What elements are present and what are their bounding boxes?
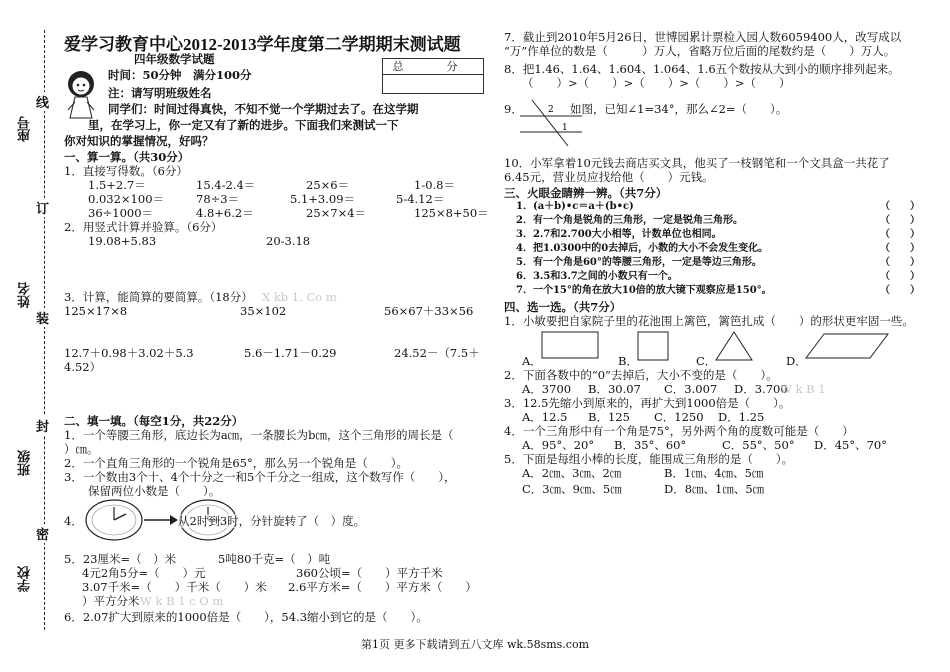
choice-option: A．3700 [522, 382, 572, 396]
angle-label-2: 2 [548, 105, 554, 115]
fill-8: 8．把1.46、1.64、1.604、1.064、1.6五个数按从大到小的顺序排列起来。 [504, 62, 900, 76]
field-seat-number: 座号 [18, 116, 33, 142]
fill-5-a: 5．23厘米=（ ）米 [64, 552, 177, 566]
choice-option: B．1㎝、4㎝、5㎝ [664, 466, 764, 480]
oral-calc: 1-0.8＝ [414, 178, 455, 192]
oral-calc: 5.1+3.09＝ [290, 192, 356, 206]
fill-4-text: 从2时到3时，分针旋转了（ ）度。 [178, 514, 366, 528]
judge-paren: （ ） [880, 271, 920, 282]
oral-calc: 125×8+50＝ [414, 206, 489, 220]
shape-options [540, 330, 900, 364]
triangle-shape [716, 332, 752, 360]
fill-10-cont: 6.45元，营业员应找给他（ ）元钱。 [504, 170, 714, 184]
calc-item: 5.6－1.71－0.29 [244, 346, 337, 360]
calc-item: 56×67＋33×56 [384, 304, 474, 318]
question-1-1: 1．直接写得数。（6分） [64, 164, 188, 178]
choice-5: 5．下面是每组小棒的长度，能围成三角形的是（ ）。 [504, 452, 794, 466]
oral-calc: 36÷1000＝ [88, 206, 154, 220]
oral-calc: 0.032×100＝ [88, 192, 165, 206]
judge-item: 1．(a＋b)•c＝a＋(b•c) [516, 201, 634, 212]
judge-paren: （ ） [880, 285, 920, 296]
field-class: 班级 [18, 450, 33, 476]
seal-word-mi: 密 [36, 524, 49, 543]
time-score: 时间：50分钟 满分100分 [108, 68, 252, 82]
fill-5-b: 5吨80千克=（ ）吨 [218, 552, 331, 566]
intro-line-1: 同学们：时间过得真快，不知不觉一个学期过去了。在这学期 [108, 102, 419, 116]
angle-label-1: 1 [562, 123, 568, 133]
cartoon-girl-icon [60, 66, 102, 120]
parallelogram-shape [806, 334, 888, 358]
score-label: 总 分 [383, 59, 483, 75]
rectangle-shape [542, 332, 598, 358]
score-box [382, 58, 484, 94]
fill-1-cont: ）㎝。 [64, 442, 99, 456]
choice-option: C．3.007 [664, 382, 718, 396]
choice-option: B．125 [588, 410, 630, 424]
field-school: 学校 [18, 566, 33, 592]
choice-3: 3．12.5先缩小到原来的，再扩大到1000倍是（ ）。 [504, 396, 791, 410]
seal-word-ding: 订 [36, 198, 49, 217]
fill-3-cont: 保留两位小数是（ ）。 [88, 484, 221, 498]
field-name: 姓名 [18, 282, 33, 308]
page-footer: 第1页 更多下载请到五八文库 wk.58sms.com [361, 638, 589, 651]
choice-1-option-b: B． [618, 354, 638, 368]
judge-paren: （ ） [880, 215, 920, 226]
seal-word-xian: 线 [36, 92, 49, 111]
question-1-3: 3．计算，能简算的要简算。（18分） [64, 290, 253, 304]
calc-item: 125×17×8 [64, 304, 128, 318]
section-1-heading: 一、算一算。（共30分） [64, 150, 190, 164]
fill-9-text: 如图，已知∠1=34°，那么∠2=（ ）。 [570, 102, 788, 116]
fill-5-f: 2.6平方米=（ ）平方米（ ） [288, 580, 477, 594]
calc-item: 35×102 [240, 304, 287, 318]
choice-option: A．12.5 [522, 410, 568, 424]
fill-7-cont: “万”作单位的数是（ ）万人，省略万位后面的尾数约是（ ）万人。 [504, 44, 896, 58]
oral-calc: 1.5+2.7＝ [88, 178, 146, 192]
fill-2: 2．一个直角三角形的一个锐角是65°，那么另一个锐角是（ ）。 [64, 456, 408, 470]
oral-calc: 4.8+6.2＝ [196, 206, 254, 220]
section-4-heading: 四、选一选。（共7分） [504, 300, 622, 314]
judge-item: 5．有一个角是60°的等腰三角形，一定是等边三角形。 [516, 257, 762, 268]
oral-calc: 78÷3＝ [196, 192, 240, 206]
oral-calc: 25×7×4＝ [306, 206, 367, 220]
judge-paren: （ ） [880, 229, 920, 240]
choice-option: C．3㎝、9㎝、5㎝ [522, 482, 622, 496]
page-title: 爱学习教育中心2012-2013学年度第二学期期末测试题 [64, 35, 461, 54]
choice-option: C．55°、50° [722, 438, 795, 452]
judge-paren: （ ） [880, 257, 920, 268]
intro-line-2: 里，在学习上，你一定又有了新的进步。下面我们来测试一下 [88, 118, 399, 132]
fill-5-c: 4元2角5分=（ ）元 [82, 566, 206, 580]
choice-2: 2．下面各数中的“0”去掉后，大小不变的是（ ）。 [504, 368, 778, 382]
vertical-calc: 20-3.18 [266, 234, 311, 248]
choice-1-option-a: A． [522, 354, 542, 368]
judge-item: 7．一个15°的角在放大10倍的放大镜下观察应是150°。 [516, 285, 772, 296]
fill-10: 10．小军拿着10元钱去商店买文具，他买了一枝钢笔和一个文具盒一共花了 [504, 156, 890, 170]
calc-item-cont: 4.52） [64, 360, 102, 374]
judge-item: 3．2.7和2.700大小相等，计数单位也相同。 [516, 229, 722, 240]
choice-1-option-c: C． [696, 354, 717, 368]
calc-item: 24.52－（7.5＋ [394, 346, 480, 360]
question-1-2: 2．用竖式计算并验算。（6分） [64, 220, 223, 234]
choice-option: A．95°、20° [522, 438, 595, 452]
watermark: W k B 1 c O m [140, 594, 224, 608]
oral-calc: 25×6＝ [306, 178, 350, 192]
choice-1: 1．小敏要把自家院子里的花池围上篱笆，篱笆扎成（ ）的形状更牢固一些。 [504, 314, 914, 328]
fill-3: 3．一个数由3个十、4个十分之一和5个千分之一组成，这个数写作（ ）， [64, 470, 456, 484]
choice-option: A．2㎝、3㎝、2㎝ [522, 466, 622, 480]
seal-word-feng: 封 [36, 416, 49, 435]
choice-option: D．1.25 [718, 410, 765, 424]
judge-item: 4．把1.0300中的0去掉后，小数的大小不会发生变化。 [516, 243, 769, 254]
fill-5-d: 360公顷=（ ）平方千米 [296, 566, 443, 580]
note: 注：请写明班级姓名 [108, 86, 212, 100]
judge-paren: （ ） [880, 201, 920, 212]
fill-9-number: 9． [504, 102, 523, 116]
square-shape [638, 332, 668, 360]
choice-option: B．35°、60° [614, 438, 687, 452]
fill-5-cont: ）平方分米 [82, 594, 140, 608]
intro-line-3: 你对知识的掌握情况，好吗？ [64, 134, 214, 148]
choice-option: D．8㎝、1㎝、5㎝ [664, 482, 765, 496]
choice-option: C．1250 [654, 410, 704, 424]
section-3-heading: 三、火眼金睛辨一辨。（共7分） [504, 186, 668, 200]
fill-8-cont: （ ）>（ ）>（ ）>（ ）>（ ） [522, 76, 791, 90]
choice-option: B．30.07 [588, 382, 641, 396]
vertical-calc: 19.08+5.83 [88, 234, 157, 248]
fill-6: 6．2.07扩大到原来的1000倍是（ ），54.3缩小到它的是（ ）。 [64, 610, 428, 624]
fill-1: 1．一个等腰三角形，底边长为a㎝，一条腰长为b㎝，这个三角形的周长是（ [64, 428, 454, 442]
choice-option: D．3.700 [734, 382, 788, 396]
choice-4: 4．一个三角形中有一个角是75°，另外两个角的度数可能是（ ） [504, 424, 854, 438]
fill-7: 7．截止到2010年5月26日，世博园累计票检入园人数6059400人，改写成以 [504, 30, 902, 44]
seal-word-zhuang: 装 [36, 308, 49, 327]
oral-calc: 5-4.12＝ [396, 192, 445, 206]
watermark: X kb 1. Co m [262, 290, 337, 304]
choice-option: D．45°、70° [814, 438, 887, 452]
choice-1-option-d: D． [786, 354, 807, 368]
oral-calc: 15.4-2.4＝ [196, 178, 256, 192]
judge-item: 6．3.5和3.7之间的小数只有一个。 [516, 271, 678, 282]
judge-paren: （ ） [880, 243, 920, 254]
section-2-heading: 二、填一填。（每空1分，共22分） [64, 414, 244, 428]
fill-4-number: 4． [64, 514, 83, 528]
calc-item: 12.7＋0.98＋3.02＋5.3 [64, 346, 194, 360]
fill-5-e: 3.07千米=（ ）千米（ ）米 [82, 580, 267, 594]
watermark: W k B 1 [780, 382, 826, 396]
page-subtitle: 四年级数学试题 [134, 52, 215, 66]
judge-item: 2．有一个角是锐角的三角形，一定是锐角三角形。 [516, 215, 743, 226]
